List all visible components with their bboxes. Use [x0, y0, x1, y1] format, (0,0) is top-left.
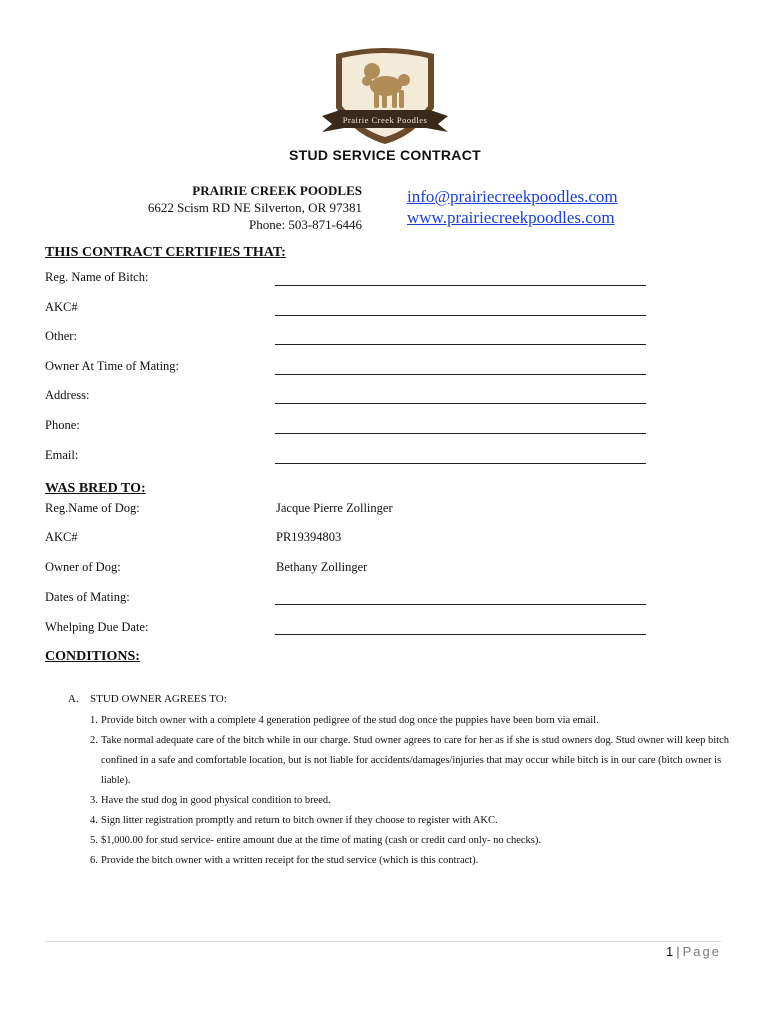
- field-label-dog-name: Reg.Name of Dog:: [45, 501, 140, 515]
- email-blank[interactable]: [275, 463, 646, 464]
- company-phone: Phone: 503-871-6446: [248, 217, 362, 232]
- company-name: PRAIRIE CREEK POODLES: [192, 183, 362, 198]
- address-blank[interactable]: [275, 403, 646, 404]
- email-link[interactable]: info@prairiecreekpoodles.com: [407, 187, 618, 206]
- field-label-dog-owner: Owner of Dog:: [45, 560, 121, 574]
- page-number: 1: [666, 944, 674, 959]
- document-title: STUD SERVICE CONTRACT: [289, 147, 481, 163]
- dog-owner-value: Bethany Zollinger: [276, 560, 368, 574]
- list-item: 5. $1,000.00 for stud service- entire amount due at the time of mating (cash or credit card only- no checks).: [90, 835, 541, 846]
- field-label-owner-at-mating: Owner At Time of Mating:: [45, 359, 180, 373]
- dates-of-mating-blank[interactable]: [275, 604, 646, 605]
- certifies-heading: THIS CONTRACT CERTIFIES THAT:: [45, 245, 286, 260]
- section-letter: A.: [68, 693, 79, 705]
- field-label-other: Other:: [45, 329, 77, 343]
- owner-at-mating-blank[interactable]: [275, 374, 646, 375]
- logo-text: Prairie Creek Poodles: [342, 115, 428, 125]
- section-title: STUD OWNER AGREES TO:: [90, 693, 227, 705]
- field-label-whelping-due-date: Whelping Due Date:: [45, 620, 149, 634]
- footer-divider: [45, 941, 721, 942]
- other-blank[interactable]: [275, 344, 646, 345]
- page-label: Page: [682, 944, 721, 959]
- company-info: [100, 182, 362, 233]
- conditions-list: [90, 711, 730, 871]
- dog-akc-value: PR19394803: [276, 530, 342, 544]
- company-contact-links: [407, 186, 618, 228]
- conditions-section-a: [68, 693, 227, 705]
- footer-separator: |: [676, 944, 680, 959]
- field-label-dates-of-mating: Dates of Mating:: [45, 590, 130, 604]
- phone-blank[interactable]: [275, 433, 646, 434]
- field-label-phone: Phone:: [45, 418, 80, 432]
- field-label-address: Address:: [45, 388, 90, 402]
- list-item: 4. Sign litter registration promptly and return to bitch owner if they choose to register with AKC.: [90, 815, 498, 826]
- list-item: 1. Provide bitch owner with a complete 4 generation pedigree of the stud dog once the puppies have been born via email.: [90, 715, 599, 726]
- page-footer: [666, 944, 721, 959]
- bitch-name-blank[interactable]: [275, 285, 646, 286]
- field-label-bitch-akc: AKC#: [45, 300, 78, 314]
- field-label-email: Email:: [45, 448, 79, 462]
- poodle-crest-icon: [320, 44, 450, 149]
- list-item: 6. Provide the bitch owner with a written receipt for the stud service (which is this contract).: [90, 855, 479, 866]
- whelping-due-date-blank[interactable]: [275, 634, 646, 635]
- field-label-dog-akc: AKC#: [45, 530, 78, 544]
- list-item: 2. Take normal adequate care of the bitch while in our charge. Stud owner agrees to care for her as if she is stud owners dog. Stud owner will keep bitch confined in a safe and comfortable location, but is not liable for accidents/damages/injuries that may occur while bitch is in our care (bitch owner is liable).: [90, 735, 729, 786]
- dog-name-value: Jacque Pierre Zollinger: [276, 501, 393, 515]
- conditions-heading: CONDITIONS:: [45, 649, 140, 664]
- company-logo: [320, 44, 450, 149]
- list-item: 3. Have the stud dog in good physical condition to breed.: [90, 795, 331, 806]
- bred-to-heading: WAS BRED TO:: [45, 481, 146, 496]
- website-link[interactable]: www.prairiecreekpoodles.com: [407, 208, 615, 227]
- field-label-bitch-name: Reg. Name of Bitch:: [45, 270, 149, 284]
- bitch-akc-blank[interactable]: [275, 315, 646, 316]
- company-address: 6622 Scism RD NE Silverton, OR 97381: [147, 200, 362, 215]
